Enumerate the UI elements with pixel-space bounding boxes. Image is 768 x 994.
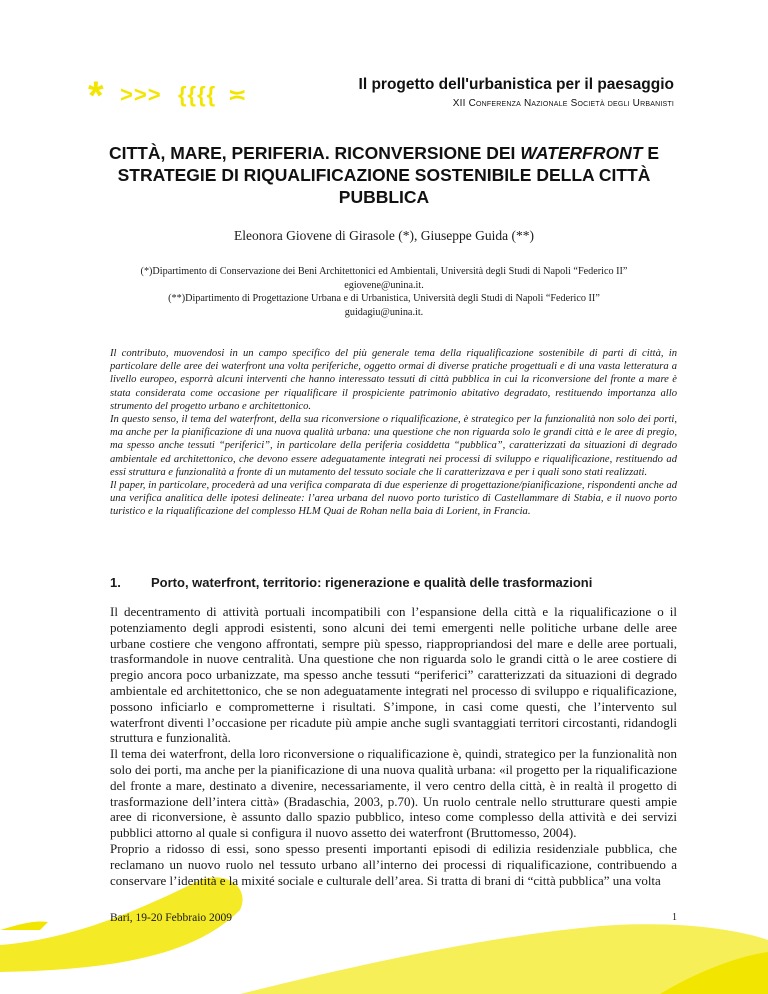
section-number: 1.: [110, 575, 121, 590]
title-line2: STRATEGIE DI RIQUALIFICAZIONE SOSTENIBILE DELLA CITTÀ: [117, 165, 651, 185]
footer-date: Bari, 19-20 Febbraio 2009: [110, 912, 233, 924]
title-line1: CITTÀ, MARE, PERIFERIA. RICONVERSIONE DEI: [108, 143, 521, 163]
email-2: guidagiu@unina.it.: [344, 306, 424, 318]
section-title: Porto, waterfront, territorio: rigenerazione e qualità delle trasformazioni: [151, 575, 593, 590]
star-logo-icon: *: [88, 74, 104, 118]
abstract-paragraph: Il paper, in particolare, procederà ad una verifica comparata di due esperienze di progettazione/pianificazione, rispondenti anche ad una verifica analitica delle ipotesi delineate: l’area urbana del nuovo porto turistico di Castellammare di Stabia, e il nuovo porto turistico e la riqualificazione del complesso HLM Quai de Rohan nella baia di Lorient, in Francia.: [110, 480, 677, 518]
title-line1-end: E: [642, 143, 659, 163]
braces-logo-icon: {{{{: [178, 82, 217, 107]
section-heading: [110, 575, 677, 590]
email-1: egiovene@unina.it.: [344, 279, 424, 291]
authors: Eleonora Giovene di Girasole (*), Giuseppe Guida (**): [234, 228, 534, 243]
abstract: [110, 347, 677, 519]
abstract-paragraph: In questo senso, il tema del waterfront, della sua riconversione o riqualificazione, è strategico per la funzionalità non solo dei porti, ma anche per la pianificazione di una nuova qualità urbana: una questione che non riguarda solo le grandi città e le aree di pregio, ma spesso anche tessuti “periferici”, in particolare della periferia cosiddetta “pubblica”, caratterizzati da situazioni di degrado ambientale ed architettonico, che devono essere adeguatamente integrati nei processi di sviluppo e riqualificazione, restituendo ad essi struttura e funzionalità a fronte di un mutamento del tessuto sociale che li caratterizzava e per i quali sono stati realizzati.: [110, 414, 677, 478]
swoosh-tip: [0, 921, 48, 930]
wave-logo-icon: ≍: [228, 82, 248, 107]
body-paragraph: Il decentramento di attività portuali incompatibili con l’espansione della città e la riqualificazione o il potenziamento degli approdi esistenti, sono alcuni dei temi emergenti nelle politiche urbane delle aree urbane costiere che vengono affrontati, sempre più spesso, riappropriandosi del mare e delle aree portuali, trasformandole in nuove centralità. Una questione che non riguarda solo le grandi città o le aree costiere di pregio ancora poco urbanizzate, ma spesso anche tessuti “periferici” caratterizzati da situazioni di degrado ambientale ed architettonico, che se non adeguatamente integrati nel processo di sviluppo e riqualificazione, possono inficiarlo e comprometterne i risultati. S’impone, in casi come questi, che l’intervento sul waterfront diventi l’occasione per ricadute più ampie anche sugli svantaggiati territori circostanti, ridandogli struttura e funzionalità.: [110, 604, 677, 746]
conference-title: Il progetto dell'urbanistica per il paesaggio: [358, 76, 674, 93]
paper-title: [84, 142, 684, 208]
affiliation-2: (**)Dipartimento di Progettazione Urbana e di Urbanistica, Università degli Studi di Napoli “Federico II”: [168, 293, 600, 304]
title-line3: PUBBLICA: [338, 187, 430, 207]
page-number: 1: [672, 912, 677, 923]
arrows-logo-icon: >>>: [120, 82, 162, 107]
conference-subtitle: XII Conferenza Nazionale Società degli Urbanisti: [452, 98, 674, 109]
body-text: [110, 604, 677, 888]
abstract-paragraph: Il contributo, muovendosi in un campo specifico del più generale tema della riqualificazione sostenibile di parti di città, in particolare delle aree dei waterfront una volta periferiche, oggetto ormai di diverse pratiche progettuali e di una vasta letteratura a livello europeo, esporrà alcuni interventi che hanno interessato tessuti di città pubblica in cui la riconversione del fronte a mare è stata considerata come occasione per riqualificare il prospiciente patrimonio abitativo degradato, restituendo importanza allo strumento del progetto urbano e architettonico.: [110, 348, 677, 412]
body-paragraph: Proprio a ridosso di essi, sono spesso presenti importanti episodi di edilizia residenziale pubblica, che reclamano un nuovo ruolo nel tessuto urbano all’interno dei processi di riqualificazione, contribuendo a conservare l’identità e la mixité sociale e culturale dell’area. Si tratta di brani di “città pubblica” una volta: [110, 840, 677, 888]
conference-header: [88, 60, 688, 120]
affiliations: [84, 265, 684, 319]
title-italic-word: WATERFRONT: [520, 143, 643, 163]
body-paragraph: Il tema dei waterfront, della loro riconversione o riqualificazione è, quindi, strategico per la funzionalità non solo dei porti, ma anche per la pianificazione di una nuova qualità urbana: «il progetto per la riqualificazione del fronte a mare, destinato a divenire, necessariamente, il vero centro della città, è in realtà il progetto di trasformazione dell’intera città» (Bradaschia, 2003, p.70). Un ruolo centrale nello strutturare questi ampie aree di riconversione, è assunto dallo spazio pubblico, inteso come complesso della attività e dei servizi pubblici attorno al quale si configura il nuovo assetto dei waterfront (Bruttomesso, 2004).: [110, 746, 677, 841]
affiliation-1: (*)Dipartimento di Conservazione dei Beni Architettonici ed Ambientali, Università degli Studi di Napoli “Federico II”: [140, 266, 628, 277]
